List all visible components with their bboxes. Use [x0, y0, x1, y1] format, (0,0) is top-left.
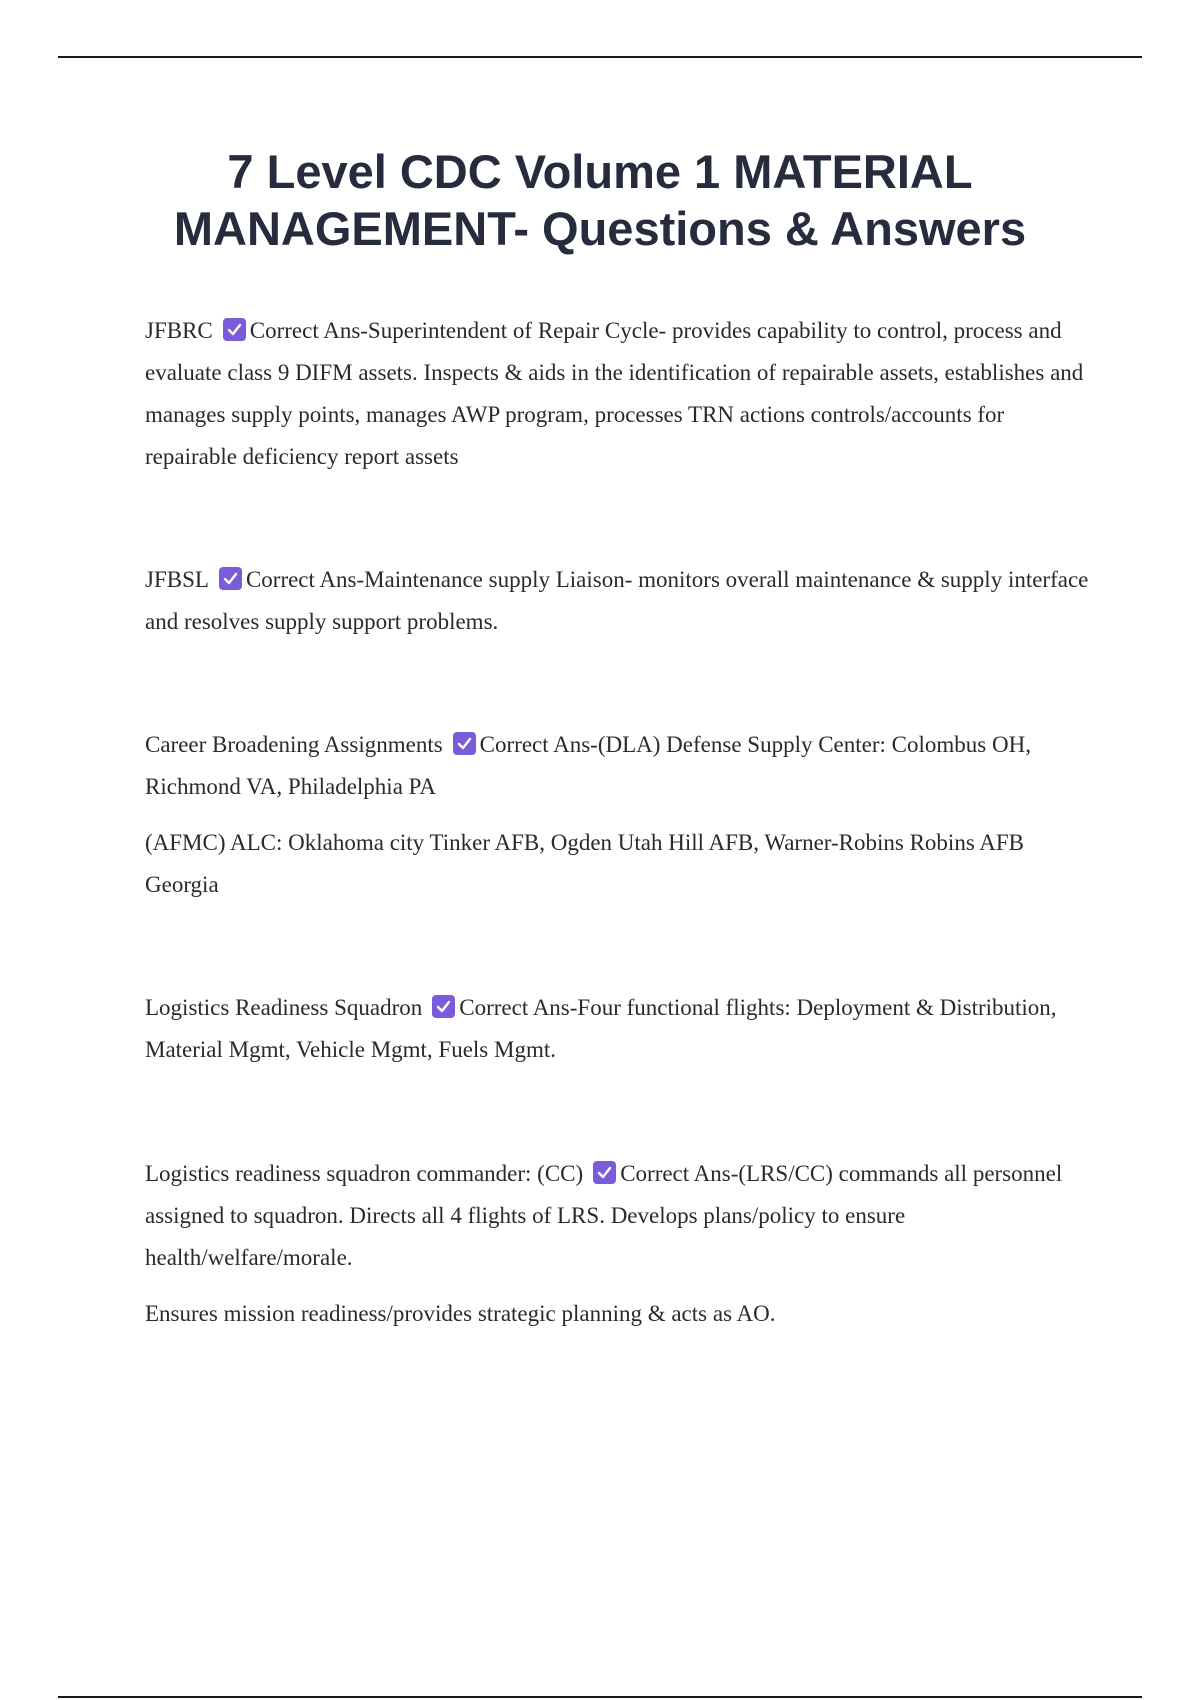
qa-answer: Correct Ans-(DLA) Defense Supply Center: Colombus OH, Richmond VA, Philadelphia PA — [145, 732, 1031, 799]
check-box-icon — [453, 732, 476, 755]
qa-term: JFBSL — [145, 567, 209, 592]
qa-answer: Correct Ans-Maintenance supply Liaison- monitors overall maintenance & supply interface and resolves supply support problems. — [145, 567, 1089, 634]
qa-term: JFBRC — [145, 318, 213, 343]
qa-answer: Correct Ans-Superintendent of Repair Cycle- provides capability to control, process and evaluate class 9 DIFM assets. Inspects & aids in the identification of repairable assets, establishes and manages supply points, manages AWP program, processes TRN actions controls/accounts for repairable deficiency report assets — [145, 318, 1084, 469]
top-rule — [58, 56, 1142, 58]
qa-paragraph — [145, 310, 1090, 478]
qa-paragraph — [145, 987, 1090, 1071]
check-box-icon — [593, 1161, 616, 1184]
qa-paragraph — [145, 724, 1090, 808]
page-title: 7 Level CDC Volume 1 MATERIAL MANAGEMENT- Questions & Answers — [173, 145, 1027, 255]
qa-term: Logistics Readiness Squadron — [145, 995, 423, 1020]
qa-term: Career Broadening Assignments — [145, 732, 443, 757]
qa-entry-jfbrc — [145, 310, 1090, 478]
qa-entry-career-broadening — [145, 724, 1090, 906]
qa-answer: Correct Ans-Four functional flights: Deployment & Distribution, Material Mgmt, Vehicle Mgmt, Fuels Mgmt. — [145, 995, 1057, 1062]
bottom-rule — [58, 1696, 1142, 1698]
qa-paragraph — [145, 1153, 1090, 1279]
qa-entry-lrs-commander — [145, 1153, 1090, 1335]
check-box-icon — [219, 567, 242, 590]
qa-entry-lrs — [145, 987, 1090, 1071]
qa-term: Logistics readiness squadron commander: (CC) — [145, 1161, 584, 1186]
check-box-icon — [223, 318, 246, 341]
qa-entry-jfbsl — [145, 559, 1090, 643]
qa-paragraph-extra: Ensures mission readiness/provides strategic planning & acts as AO. — [145, 1301, 776, 1326]
qa-paragraph — [145, 559, 1090, 643]
qa-answer: Correct Ans-(LRS/CC) commands all personnel assigned to squadron. Directs all 4 flights of LRS. Develops plans/policy to ensure health/welfare/morale. — [145, 1161, 1063, 1270]
check-box-icon — [432, 995, 455, 1018]
qa-paragraph-extra: (AFMC) ALC: Oklahoma city Tinker AFB, Ogden Utah Hill AFB, Warner-Robins Robins AFB Georgia — [145, 830, 1024, 897]
